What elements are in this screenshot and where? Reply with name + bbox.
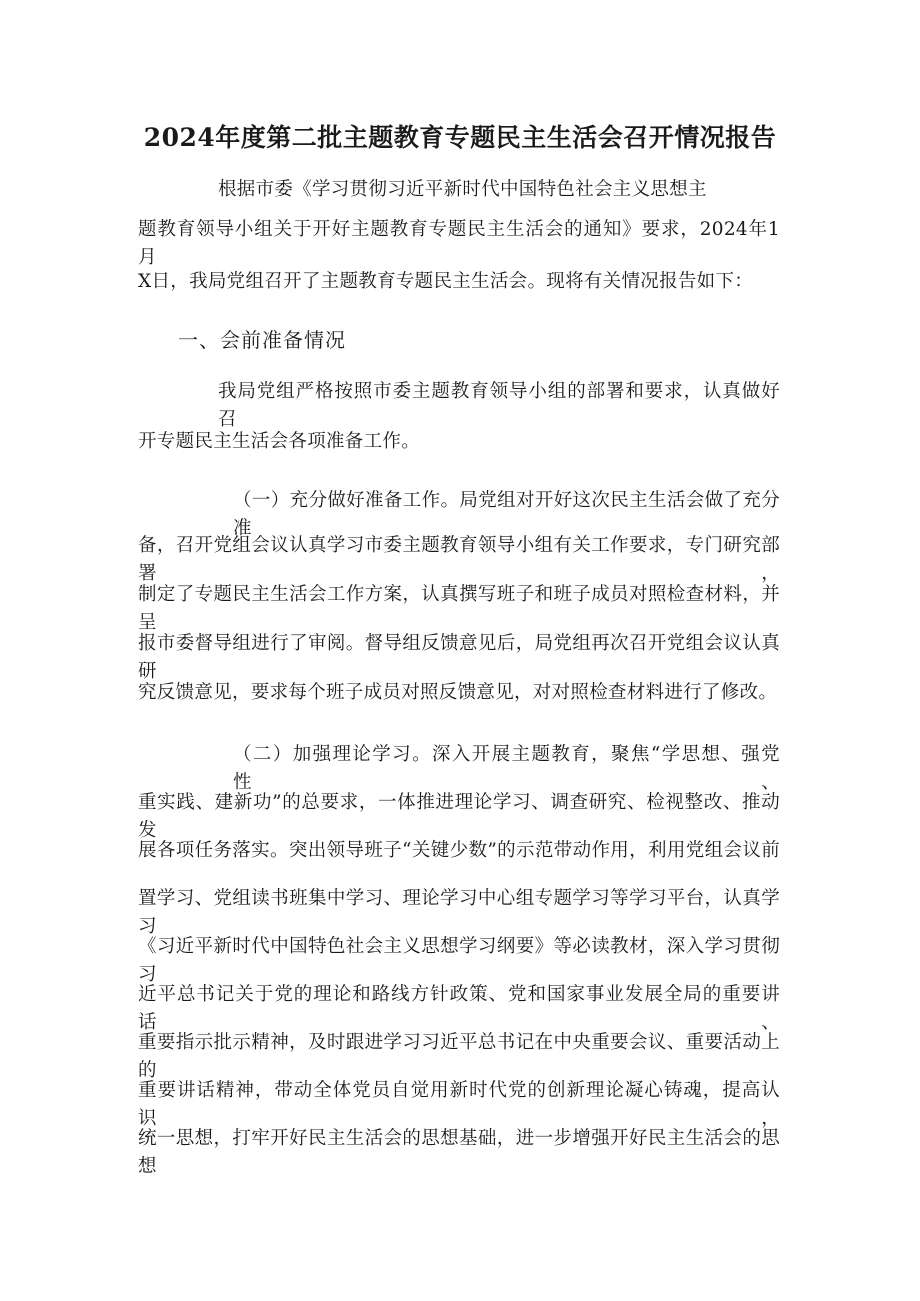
sub1-line-4: 报市委督导组进行了审阅。督导组反馈意见后，局党组再次召开党组会议认真研 xyxy=(138,633,780,682)
sub1-line-5: 究反馈意见，要求每个班子成员对照反馈意见，对对照检查材料进行了修改。 xyxy=(138,682,778,703)
sub2-line-4: 置学习、党组读书班集中学习、理论学习中心组专题学习等学习平台，认真学习 xyxy=(138,888,780,937)
intro-line-2: 题教育领导小组关于开好主题教育专题民主生活会的通知》要求，2024年1月 xyxy=(138,219,780,268)
sub1-line-3: 制定了专题民主生活会工作方案，认真撰写班子和班子成员对照检查材料，并呈 xyxy=(138,584,780,633)
sub2-line-2: 重实践、建新功”的总要求，一体推进理论学习、调查研究、检视整改、推动发 xyxy=(138,792,780,841)
intro-line-1: 根据市委《学习贯彻习近平新时代中国特色社会主义思想主 xyxy=(218,179,707,200)
sub2-line-9: 统一思想，打牢开好民主生活会的思想基础，进一步增强开好民主生活会的思想 xyxy=(138,1128,780,1177)
sub2-line-8: 重要讲话精神，带动全体党员自觉用新时代党的创新理论凝心铸魂，提高认识， xyxy=(138,1080,780,1129)
sub1-line-2: 备，召开党组会议认真学习市委主题教育领导小组有关工作要求，专门研究部署， xyxy=(138,535,780,584)
intro-line-3: X日，我局党组召开了主题教育专题民主生活会。现将有关情况报告如下： xyxy=(138,271,754,292)
sub2-line-7: 重要指示批示精神，及时跟进学习习近平总书记在中央重要会议、重要活动上的 xyxy=(138,1032,780,1081)
document-title: 2024年度第二批主题教育专题民主生活会召开情况报告 xyxy=(143,123,777,152)
sub2-line-6: 近平总书记关于党的理论和路线方针政策、党和国家事业发展全局的重要讲话、 xyxy=(138,984,780,1033)
sub2-line-1: （二）加强理论学习。深入开展主题教育，聚焦“学思想、强党性、 xyxy=(233,744,780,793)
section-intro-line-2: 开专题民主生活会各项准备工作。 xyxy=(138,431,421,452)
section-heading: 一、会前准备情况 xyxy=(178,328,346,352)
sub2-line-5: 《习近平新时代中国特色社会主义思想学习纲要》等必读教材，深入学习贯彻习 xyxy=(138,936,780,985)
sub2-line-3: 展各项任务落实。突出领导班子“关键少数”的示范带动作用，利用党组会议前 xyxy=(138,840,780,861)
sub1-line-1: （一）充分做好准备工作。局党组对开好这次民主生活会做了充分准 xyxy=(233,490,780,539)
section-intro-line-1: 我局党组严格按照市委主题教育领导小组的部署和要求，认真做好召 xyxy=(218,381,780,430)
